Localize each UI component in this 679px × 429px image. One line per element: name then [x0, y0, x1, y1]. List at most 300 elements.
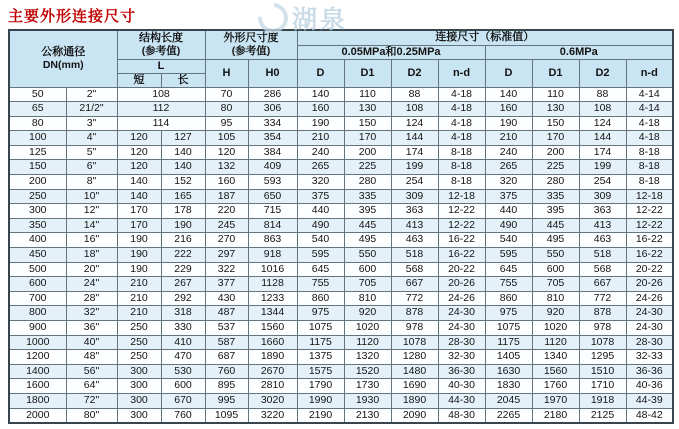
cell-high-d1: 1560	[532, 364, 579, 379]
table-row	[9, 116, 673, 131]
cell-l-long: 410	[161, 335, 205, 350]
cell-l-short: 120	[117, 145, 161, 160]
cell-low-d: 2190	[297, 408, 344, 423]
cell-high-d1: 705	[532, 277, 579, 292]
cell-l-short: 140	[117, 189, 161, 204]
cell-low-d1: 920	[344, 306, 391, 321]
cell-dn-inch: 24"	[66, 277, 117, 292]
cell-dn-mm: 125	[9, 145, 66, 160]
cell-l-long: 140	[161, 145, 205, 160]
cell-h: 1095	[205, 408, 248, 423]
table-row	[9, 379, 673, 394]
cell-dn-mm: 1000	[9, 335, 66, 350]
cell-high-d1: 150	[532, 116, 579, 131]
cell-low-nd: 44-30	[438, 393, 485, 408]
cell-low-d1: 1730	[344, 379, 391, 394]
table-row	[9, 145, 673, 160]
cell-high-nd: 24-26	[626, 291, 673, 306]
header-dn-unit: DN(mm)	[42, 58, 84, 71]
cell-low-d: 160	[297, 102, 344, 117]
cell-high-d: 140	[485, 87, 532, 102]
table-row	[9, 102, 673, 117]
header-low-nd: n-d	[438, 59, 485, 87]
cell-low-nd: 28-30	[438, 335, 485, 350]
cell-high-d1: 225	[532, 160, 579, 175]
cell-low-d2: 1480	[391, 364, 438, 379]
header-l-short: 短	[117, 73, 161, 87]
cell-high-nd: 36-36	[626, 364, 673, 379]
cell-high-nd: 48-42	[626, 408, 673, 423]
cell-high-nd: 8-18	[626, 175, 673, 190]
header-high-d2: D2	[579, 59, 626, 87]
cell-h: 430	[205, 291, 248, 306]
cell-l-short: 300	[117, 393, 161, 408]
header-high-nd: n-d	[626, 59, 673, 87]
cell-high-d2: 254	[579, 175, 626, 190]
cell-dn-inch: 48"	[66, 350, 117, 365]
cell-l-short: 170	[117, 218, 161, 233]
cell-high-d2: 309	[579, 189, 626, 204]
cell-low-nd: 4-18	[438, 116, 485, 131]
cell-dn-inch: 64"	[66, 379, 117, 394]
cell-l-short: 190	[117, 262, 161, 277]
table-row	[9, 218, 673, 233]
cell-low-d: 375	[297, 189, 344, 204]
cell-l-short: 190	[117, 248, 161, 263]
cell-low-nd: 16-22	[438, 233, 485, 248]
cell-dn-inch: 40"	[66, 335, 117, 350]
cell-h0: 918	[248, 248, 297, 263]
cell-l-short: 120	[117, 131, 161, 146]
cell-dn-mm: 1200	[9, 350, 66, 365]
cell-high-d: 160	[485, 102, 532, 117]
cell-high-d: 755	[485, 277, 532, 292]
header-pressure-high: 0.6MPa	[485, 45, 673, 59]
cell-low-d1: 495	[344, 233, 391, 248]
cell-low-nd: 48-30	[438, 408, 485, 423]
cell-high-d: 440	[485, 204, 532, 219]
cell-h0: 2810	[248, 379, 297, 394]
cell-high-d2: 1918	[579, 393, 626, 408]
cell-low-d: 210	[297, 131, 344, 146]
cell-l-short: 190	[117, 233, 161, 248]
cell-l-long: 229	[161, 262, 205, 277]
cell-low-nd: 16-22	[438, 248, 485, 263]
cell-high-d2: 2125	[579, 408, 626, 423]
cell-high-d1: 2180	[532, 408, 579, 423]
brand-name: 湖泉	[292, 6, 349, 34]
cell-high-d1: 920	[532, 306, 579, 321]
cell-high-d1: 600	[532, 262, 579, 277]
cell-low-d2: 199	[391, 160, 438, 175]
cell-low-nd: 20-26	[438, 277, 485, 292]
cell-high-d: 490	[485, 218, 532, 233]
cell-high-d: 975	[485, 306, 532, 321]
cell-low-d2: 978	[391, 321, 438, 336]
cell-h: 245	[205, 218, 248, 233]
cell-dn-mm: 500	[9, 262, 66, 277]
cell-l-short: 140	[117, 175, 161, 190]
table-row	[9, 393, 673, 408]
cell-low-d2: 1890	[391, 393, 438, 408]
cell-high-d: 265	[485, 160, 532, 175]
cell-high-nd: 20-26	[626, 277, 673, 292]
cell-h0: 650	[248, 189, 297, 204]
cell-high-d: 1630	[485, 364, 532, 379]
cell-high-nd: 20-22	[626, 262, 673, 277]
cell-h0: 1344	[248, 306, 297, 321]
cell-h0: 863	[248, 233, 297, 248]
cell-dn-mm: 350	[9, 218, 66, 233]
cell-low-d1: 810	[344, 291, 391, 306]
cell-low-d1: 705	[344, 277, 391, 292]
header-h0: H0	[248, 59, 297, 87]
page-title: 主要外形连接尺寸	[8, 8, 137, 25]
cell-h: 70	[205, 87, 248, 102]
table-row	[9, 87, 673, 102]
cell-high-d1: 810	[532, 291, 579, 306]
cell-low-d1: 1120	[344, 335, 391, 350]
cell-h0: 286	[248, 87, 297, 102]
cell-l-long: 530	[161, 364, 205, 379]
header-connection: 连接尺寸（标准值）	[297, 30, 673, 45]
cell-high-nd: 12-18	[626, 189, 673, 204]
table-row	[9, 350, 673, 365]
cell-dn-mm: 800	[9, 306, 66, 321]
cell-dn-mm: 300	[9, 204, 66, 219]
cell-low-d2: 174	[391, 145, 438, 160]
cell-high-d2: 1295	[579, 350, 626, 365]
cell-high-d: 320	[485, 175, 532, 190]
cell-low-d: 140	[297, 87, 344, 102]
cell-high-nd: 12-22	[626, 218, 673, 233]
cell-low-d2: 88	[391, 87, 438, 102]
cell-high-d2: 518	[579, 248, 626, 263]
table-row	[9, 408, 673, 423]
cell-low-d1: 335	[344, 189, 391, 204]
cell-h: 587	[205, 335, 248, 350]
cell-l-short: 250	[117, 350, 161, 365]
cell-low-d: 1990	[297, 393, 344, 408]
table-row	[9, 189, 673, 204]
cell-low-d2: 667	[391, 277, 438, 292]
header-outline-ref: (参考值)	[231, 44, 271, 57]
cell-high-d1: 280	[532, 175, 579, 190]
cell-high-nd: 4-18	[626, 116, 673, 131]
cell-low-d: 1375	[297, 350, 344, 365]
cell-dn-inch: 6"	[66, 160, 117, 175]
cell-dn-inch: 10"	[66, 189, 117, 204]
cell-high-d2: 463	[579, 233, 626, 248]
table-body	[9, 87, 673, 423]
cell-low-d2: 144	[391, 131, 438, 146]
cell-dn-mm: 150	[9, 160, 66, 175]
cell-l-long: 190	[161, 218, 205, 233]
cell-h0: 1660	[248, 335, 297, 350]
header-outline-label: 外形尺寸度	[223, 31, 279, 44]
cell-low-d: 1790	[297, 379, 344, 394]
header-low-d: D	[297, 59, 344, 87]
cell-dn-mm: 100	[9, 131, 66, 146]
cell-l-long: 330	[161, 321, 205, 336]
cell-dn-mm: 600	[9, 277, 66, 292]
cell-high-nd: 24-30	[626, 306, 673, 321]
cell-high-nd: 32-33	[626, 350, 673, 365]
cell-low-nd: 8-18	[438, 160, 485, 175]
cell-high-d2: 772	[579, 291, 626, 306]
cell-high-d1: 495	[532, 233, 579, 248]
cell-low-d: 440	[297, 204, 344, 219]
cell-low-d: 860	[297, 291, 344, 306]
cell-high-d: 645	[485, 262, 532, 277]
cell-low-d: 1175	[297, 335, 344, 350]
header-low-d2: D2	[391, 59, 438, 87]
cell-dn-inch: 80"	[66, 408, 117, 423]
cell-low-nd: 36-30	[438, 364, 485, 379]
cell-low-d1: 110	[344, 87, 391, 102]
cell-low-d1: 130	[344, 102, 391, 117]
cell-low-d1: 600	[344, 262, 391, 277]
cell-dn-mm: 50	[9, 87, 66, 102]
cell-low-d: 265	[297, 160, 344, 175]
cell-h0: 1128	[248, 277, 297, 292]
cell-low-d1: 445	[344, 218, 391, 233]
cell-low-nd: 8-18	[438, 175, 485, 190]
cell-low-d: 540	[297, 233, 344, 248]
cell-high-d1: 110	[532, 87, 579, 102]
cell-l-long: 216	[161, 233, 205, 248]
cell-h0: 715	[248, 204, 297, 219]
cell-dn-inch: 56"	[66, 364, 117, 379]
cell-low-d2: 1078	[391, 335, 438, 350]
cell-h: 132	[205, 160, 248, 175]
header-high-d: D	[485, 59, 532, 87]
cell-high-d2: 667	[579, 277, 626, 292]
cell-low-nd: 4-18	[438, 131, 485, 146]
cell-h: 187	[205, 189, 248, 204]
cell-low-nd: 24-30	[438, 321, 485, 336]
cell-dn-inch: 12"	[66, 204, 117, 219]
cell-low-nd: 4-18	[438, 102, 485, 117]
cell-low-d2: 309	[391, 189, 438, 204]
cell-low-d: 975	[297, 306, 344, 321]
cell-h: 270	[205, 233, 248, 248]
cell-h0: 3220	[248, 408, 297, 423]
cell-high-d1: 170	[532, 131, 579, 146]
cell-high-nd: 28-30	[626, 335, 673, 350]
cell-high-d: 210	[485, 131, 532, 146]
cell-h0: 354	[248, 131, 297, 146]
table-row	[9, 335, 673, 350]
cell-low-d1: 225	[344, 160, 391, 175]
header-structure-label: 结构长度	[139, 31, 183, 44]
cell-dn-inch: 2"	[66, 87, 117, 102]
cell-high-d: 1405	[485, 350, 532, 365]
cell-low-d: 595	[297, 248, 344, 263]
cell-low-d: 645	[297, 262, 344, 277]
table-row	[9, 364, 673, 379]
cell-low-nd: 12-22	[438, 218, 485, 233]
cell-low-d: 320	[297, 175, 344, 190]
cell-high-d: 2045	[485, 393, 532, 408]
cell-h: 760	[205, 364, 248, 379]
cell-high-d: 860	[485, 291, 532, 306]
cell-h0: 409	[248, 160, 297, 175]
cell-dn-mm: 700	[9, 291, 66, 306]
cell-dn-mm: 2000	[9, 408, 66, 423]
cell-h: 377	[205, 277, 248, 292]
cell-low-nd: 8-18	[438, 145, 485, 160]
cell-low-d2: 878	[391, 306, 438, 321]
cell-low-nd: 32-30	[438, 350, 485, 365]
cell-high-nd: 44-39	[626, 393, 673, 408]
cell-l-long: 127	[161, 131, 205, 146]
cell-h: 895	[205, 379, 248, 394]
cell-low-d1: 1320	[344, 350, 391, 365]
cell-low-d: 755	[297, 277, 344, 292]
cell-low-d1: 150	[344, 116, 391, 131]
header-dn	[9, 30, 117, 87]
cell-high-nd: 12-22	[626, 204, 673, 219]
cell-l-long: 670	[161, 393, 205, 408]
cell-low-d1: 395	[344, 204, 391, 219]
table-row	[9, 204, 673, 219]
cell-high-d1: 395	[532, 204, 579, 219]
cell-high-d: 375	[485, 189, 532, 204]
cell-dn-inch: 32"	[66, 306, 117, 321]
cell-high-nd: 8-18	[626, 145, 673, 160]
cell-l-short: 210	[117, 306, 161, 321]
cell-h: 687	[205, 350, 248, 365]
table-header	[9, 30, 673, 87]
table-row	[9, 291, 673, 306]
cell-high-d1: 1970	[532, 393, 579, 408]
cell-h: 95	[205, 116, 248, 131]
cell-l-short: 170	[117, 204, 161, 219]
cell-low-d: 1075	[297, 321, 344, 336]
cell-high-d1: 1120	[532, 335, 579, 350]
cell-high-nd: 40-36	[626, 379, 673, 394]
cell-low-nd: 12-22	[438, 204, 485, 219]
cell-dn-mm: 900	[9, 321, 66, 336]
cell-high-d: 1830	[485, 379, 532, 394]
header-outline-size	[205, 30, 297, 59]
cell-dn-mm: 1600	[9, 379, 66, 394]
cell-low-d1: 1930	[344, 393, 391, 408]
cell-dn-mm: 450	[9, 248, 66, 263]
cell-l-long: 600	[161, 379, 205, 394]
cell-low-d2: 413	[391, 218, 438, 233]
cell-h: 220	[205, 204, 248, 219]
cell-high-d1: 550	[532, 248, 579, 263]
cell-low-d: 190	[297, 116, 344, 131]
cell-low-d1: 1520	[344, 364, 391, 379]
cell-h0: 1233	[248, 291, 297, 306]
cell-high-d: 595	[485, 248, 532, 263]
cell-h: 80	[205, 102, 248, 117]
cell-high-nd: 4-18	[626, 131, 673, 146]
cell-l-long: 470	[161, 350, 205, 365]
cell-dn-inch: 28"	[66, 291, 117, 306]
cell-low-d2: 1690	[391, 379, 438, 394]
cell-dn-inch: 36"	[66, 321, 117, 336]
cell-high-d2: 88	[579, 87, 626, 102]
cell-h: 120	[205, 145, 248, 160]
cell-h: 297	[205, 248, 248, 263]
table-row	[9, 321, 673, 336]
cell-dn-inch: 4"	[66, 131, 117, 146]
cell-high-nd: 8-18	[626, 160, 673, 175]
dimension-table	[8, 29, 674, 424]
cell-h: 537	[205, 321, 248, 336]
cell-h0: 593	[248, 175, 297, 190]
header-low-d1: D1	[344, 59, 391, 87]
cell-high-d2: 124	[579, 116, 626, 131]
cell-dn-mm: 65	[9, 102, 66, 117]
cell-h0: 384	[248, 145, 297, 160]
cell-high-d: 1075	[485, 321, 532, 336]
cell-l-merged: 114	[117, 116, 205, 131]
cell-dn-inch: 20"	[66, 262, 117, 277]
cell-high-d1: 1760	[532, 379, 579, 394]
cell-l-short: 250	[117, 321, 161, 336]
cell-l-long: 267	[161, 277, 205, 292]
cell-h: 160	[205, 175, 248, 190]
cell-dn-inch: 18"	[66, 248, 117, 263]
cell-dn-inch: 3"	[66, 116, 117, 131]
cell-dn-inch: 5"	[66, 145, 117, 160]
cell-high-d: 540	[485, 233, 532, 248]
cell-l-short: 300	[117, 379, 161, 394]
header-h: H	[205, 59, 248, 87]
cell-low-nd: 24-26	[438, 291, 485, 306]
cell-high-d: 2265	[485, 408, 532, 423]
cell-h0: 1016	[248, 262, 297, 277]
cell-low-d2: 568	[391, 262, 438, 277]
cell-high-d2: 174	[579, 145, 626, 160]
cell-h0: 2670	[248, 364, 297, 379]
cell-low-nd: 24-30	[438, 306, 485, 321]
cell-low-d2: 463	[391, 233, 438, 248]
cell-l-long: 140	[161, 160, 205, 175]
cell-h: 487	[205, 306, 248, 321]
cell-low-d: 240	[297, 145, 344, 160]
cell-h: 322	[205, 262, 248, 277]
table-row	[9, 262, 673, 277]
table-row	[9, 306, 673, 321]
cell-high-d1: 130	[532, 102, 579, 117]
cell-low-d1: 170	[344, 131, 391, 146]
cell-high-d2: 1510	[579, 364, 626, 379]
cell-low-d2: 2090	[391, 408, 438, 423]
table-row	[9, 160, 673, 175]
cell-low-nd: 4-18	[438, 87, 485, 102]
cell-low-d2: 518	[391, 248, 438, 263]
header-dn-label: 公称通径	[41, 45, 86, 58]
cell-dn-mm: 250	[9, 189, 66, 204]
table-row	[9, 233, 673, 248]
cell-low-d: 490	[297, 218, 344, 233]
cell-low-d: 1575	[297, 364, 344, 379]
cell-l-short: 250	[117, 335, 161, 350]
cell-high-d: 190	[485, 116, 532, 131]
cell-low-d2: 254	[391, 175, 438, 190]
cell-low-d1: 2130	[344, 408, 391, 423]
cell-l-long: 760	[161, 408, 205, 423]
table-row	[9, 131, 673, 146]
cell-high-d2: 568	[579, 262, 626, 277]
cell-l-long: 152	[161, 175, 205, 190]
